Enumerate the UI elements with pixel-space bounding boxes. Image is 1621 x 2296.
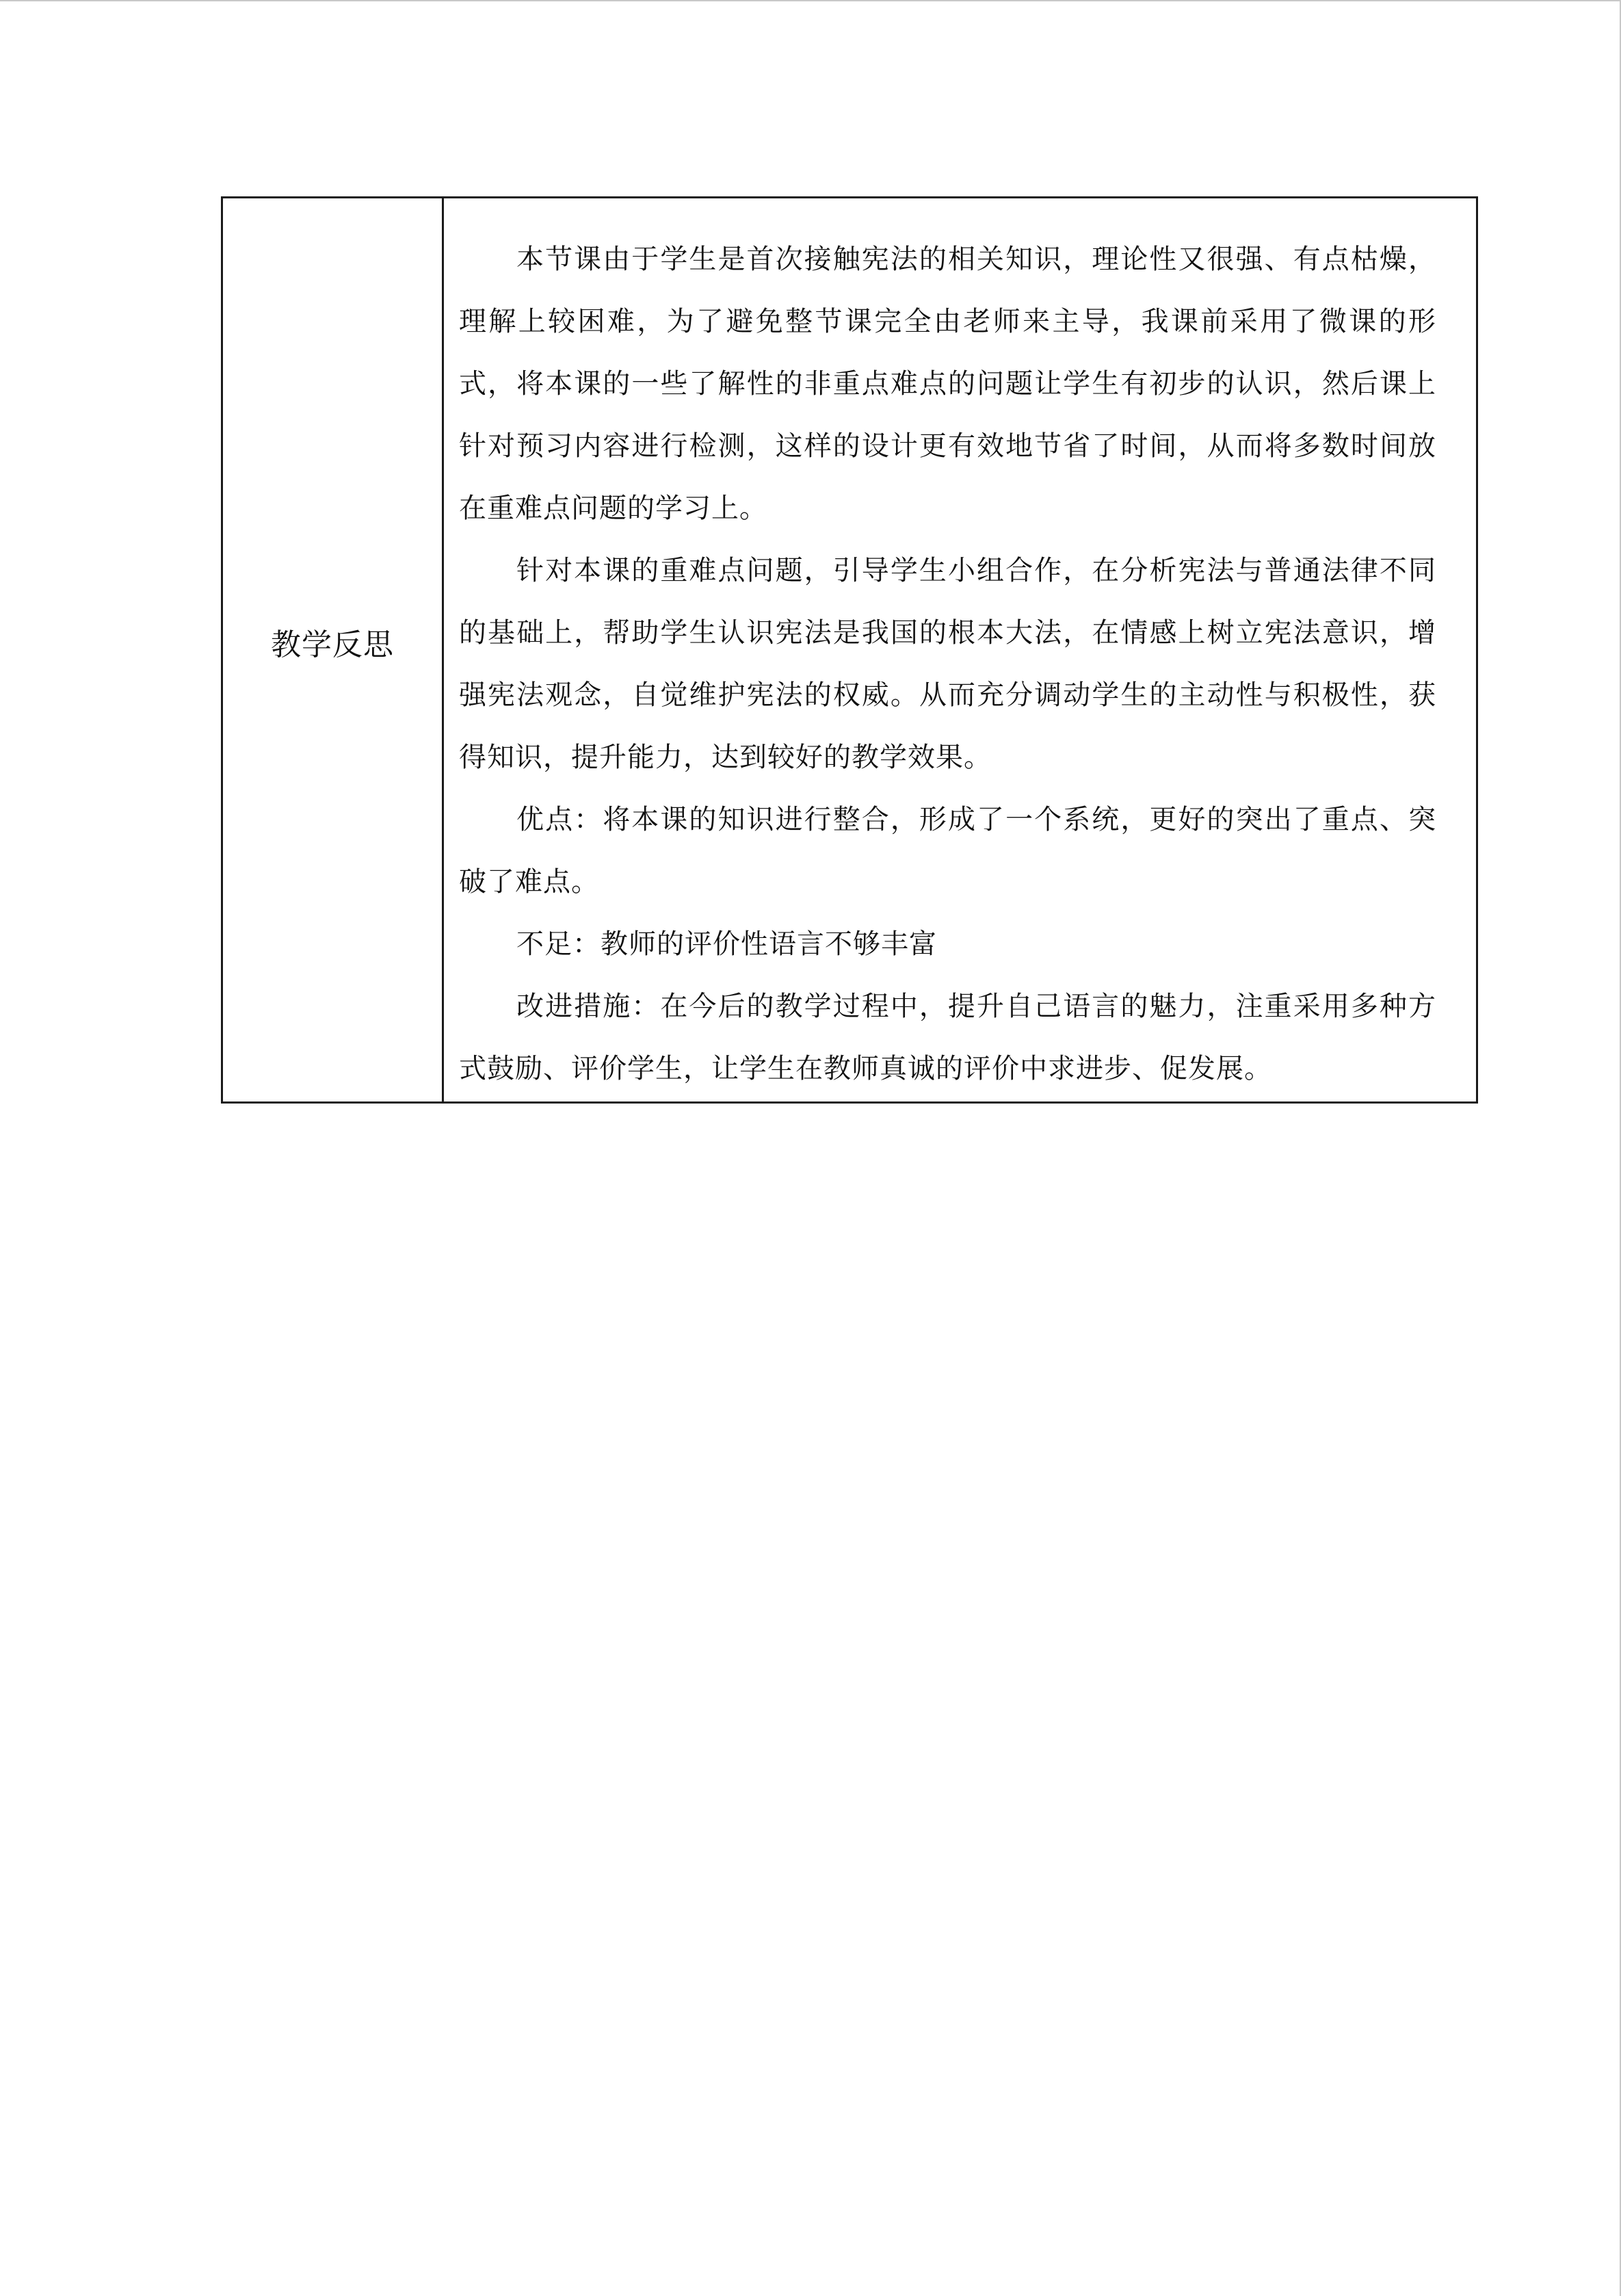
paragraph-intro: 本节课由于学生是首次接触宪法的相关知识，理论性又很强、有点枯燥，理解上较困难，为了避免整节课完全由老师来主导，我课前采用了微课的形式，将本课的一些了解性的非重点难点的问题让学生有初步的认识，然后课上针对预习内容进行检测，这样的设计更有效地节省了时间，从而将多数时间放在重难点问题的学习上。: [459, 244, 1436, 524]
paragraph-improvements: 改进措施：在今后的教学过程中，提升自己语言的魅力，注重采用多种方式鼓励、评价学生，让学生在教师真诚的评价中求进步、促发展。: [459, 991, 1436, 1084]
row-label: 教学反思: [271, 627, 394, 662]
reflection-table: [221, 196, 1478, 1104]
paragraph-weaknesses: 不足：教师的评价性语言不够丰富: [516, 928, 937, 960]
label-cell: [223, 198, 444, 1101]
paragraph-strengths: 优点：将本课的知识进行整合，形成了一个系统，更好的突出了重点、突破了难点。: [459, 804, 1436, 898]
page-edge-top: [0, 0, 1621, 1]
paragraph-method: 针对本课的重难点问题，引导学生小组合作，在分析宪法与普通法律不同的基础上，帮助学生认识宪法是我国的根本大法，在情感上树立宪法意识，增强宪法观念，自觉维护宪法的权威。从而充分调动学生的主动性与积极性，获得知识，提升能力，达到较好的教学效果。: [459, 555, 1436, 773]
content-cell: [444, 198, 1476, 1101]
